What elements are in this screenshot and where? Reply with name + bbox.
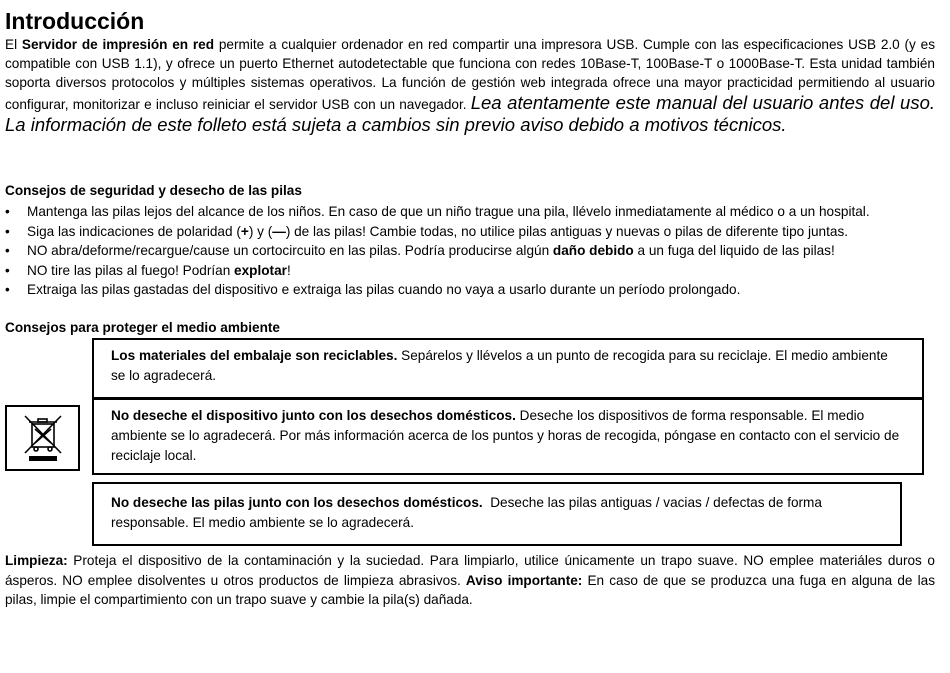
list-item: • Mantenga las pilas lejos del alcance de los niños. En caso de que un niño trague una pila, llévelo inmediatamente al médico o a un hospital. [5,202,940,222]
intro-text-b: permite a cualquier ordenador en red compartir una impresora USB. Cumple con las especificaciones USB 2.0 (y es compatible con USB 1.1), y ofrece un puerto Ethernet autodetectable que funciona con redes 10Base-T, 100Base-T o 1000Base-T. Esta unidad también soporta diversos protocolos y múltiples sistemas operativos. La función de gestión web integrada ofrece una mayor practicidad permitiendo al usuario configurar, monitorizar e incluso reiniciar el servidor USB con un navegador. [5,37,935,112]
cleaning-paragraph: Limpieza: Proteja el dispositivo de la contaminación y la suciedad. Para limpiarlo, utilice únicamente un trapo suave. NO emplee materiáles duros o ásperos. NO emplee disolventes u otros productos de limpieza abrasivos. Aviso importante: En caso de que se produzca una fuga en alguna de las pilas, limpie el compartimiento con un trapo suave y cambie la pila(s) dañada. [5,553,935,607]
minus-sign: — [272,223,286,239]
device-disposal-box: No deseche el dispositivo junto con los desechos domésticos. Deseche los dispositivos de forma responsable. El medio ambiente se lo agradecerá. Por más información acerca de los puntos y horas de recogida, póngase en contacto con el servicio de reciclaje local. [92,398,924,475]
product-name: Servidor de impresión en red [21,37,215,52]
intro-notice: Lea atentamente este manual del usuario antes del uso. La información de este folleto está sujeta a cambios sin previo aviso debido a motivos técnicos. [5,92,935,135]
plus-sign: + [240,223,249,239]
bullet: • [5,204,10,219]
battery-disposal-box: No deseche las pilas junto con los desechos domésticos. Deseche las pilas antiguas / vacias / defectas de forma responsable. El medio ambiente se lo agradecerá. [92,482,902,546]
bullet: • [5,223,10,239]
bullet: • [5,243,10,258]
intro-section [5,8,935,136]
packaging-recycle-box: Los materiales del embalaje son reciclables. Sepárelos y llévelos a un punto de recogida para su reciclaje. El medio ambiente se lo agradecerá. [92,338,924,399]
crossed-out-wheelie-bin-icon [7,407,78,469]
weee-symbol-box [5,405,80,471]
intro-text-a: El [5,37,22,52]
list-item: • NO abra/deforme/recargue/cause un cortocircuito en las pilas. Podría producirse algún daño debido a un fuga del liquido de las pilas! [5,241,940,261]
cleaning-label: Limpieza: [5,553,68,568]
safety-heading: Consejos de seguridad y desecho de las pilas [5,183,302,198]
page-title: Introducción [5,8,145,34]
list-item: • Siga las indicaciones de polaridad (+) y (—) de las pilas! Cambie todas, no utilice pilas antiguas y nuevas o pilas de diferente tipo juntas. [5,222,940,242]
bullet: • [5,262,10,278]
list-item: • NO tire las pilas al fuego! Podrían explotar! [5,261,940,281]
list-item: • Extraiga las pilas gastadas del dispositivo e extraiga las pilas cuando no vaya a usarlo durante un período prolongado. [5,280,940,300]
important-notice-label: Aviso importante: [465,572,583,588]
bullet: • [5,282,10,297]
environment-heading: Consejos para proteger el medio ambiente [5,320,280,335]
safety-list [5,202,940,300]
intro-paragraph [5,35,935,136]
